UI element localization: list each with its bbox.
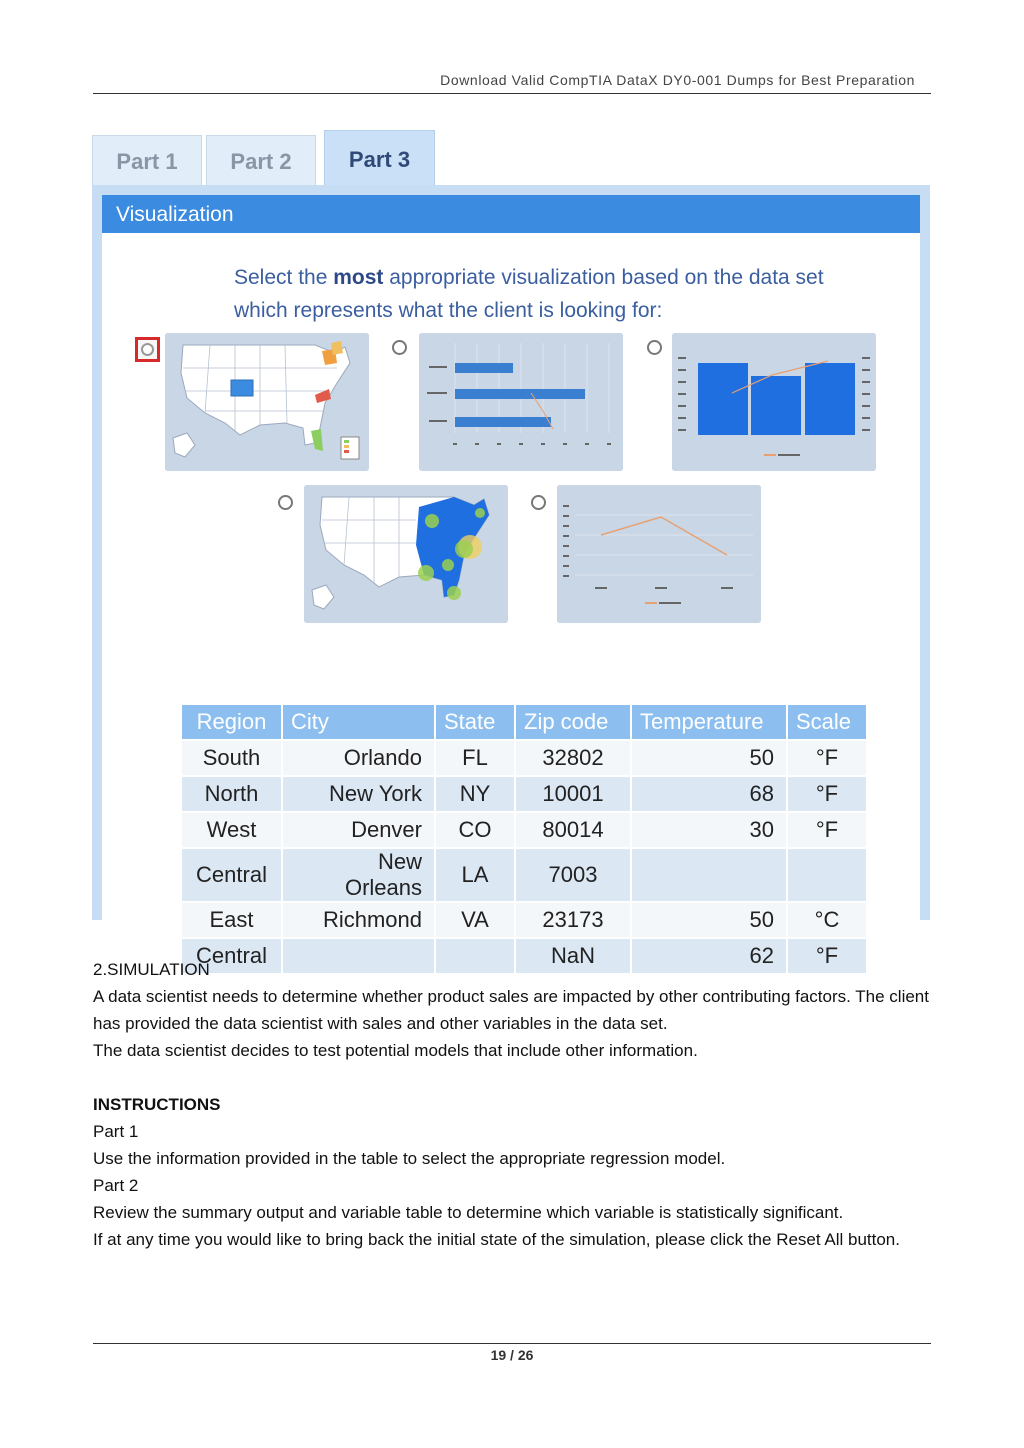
scenario-paragraph: A data scientist needs to determine whether product sales are impacted by other contributing factors. The client has provided the data scientist with sales and other variables in the data set. (93, 987, 929, 1033)
body-text (93, 956, 938, 1253)
radio-line-chart[interactable] (531, 495, 546, 510)
cell-city: New York (283, 777, 434, 811)
cell-scale: °F (788, 777, 866, 811)
radio-horizontal-bar-chart[interactable] (392, 340, 407, 355)
cell-city: Denver (283, 813, 434, 847)
column-header: Region (182, 705, 281, 739)
cell-zip: 23173 (516, 903, 630, 937)
cell-scale: °F (788, 813, 866, 847)
cell-zip: 10001 (516, 777, 630, 811)
running-head: Download Valid CompTIA DataX DY0-001 Dumps for Best Preparation (440, 72, 915, 88)
column-header: State (436, 705, 514, 739)
cell-region: North (182, 777, 281, 811)
cell-temperature (632, 849, 786, 901)
table-row (182, 903, 866, 937)
cell-region: West (182, 813, 281, 847)
cell-temperature: 68 (632, 777, 786, 811)
question-text-start: Select the (234, 266, 334, 289)
cell-temperature: 50 (632, 741, 786, 775)
total-pages: 26 (517, 1347, 534, 1363)
table-row (182, 849, 866, 901)
column-header: Scale (788, 705, 866, 739)
cell-state: VA (436, 903, 514, 937)
column-header: City (283, 705, 434, 739)
cell-zip: 7003 (516, 849, 630, 901)
radio-choropleth-map[interactable] (135, 337, 160, 362)
table-row (182, 777, 866, 811)
cell-region: Central (182, 849, 281, 901)
cell-zip: 80014 (516, 813, 630, 847)
cell-state: CO (436, 813, 514, 847)
cell-city: New Orleans (283, 849, 434, 901)
tab-part-1[interactable]: Part 1 (92, 135, 202, 187)
cell-temperature: 62 (632, 939, 786, 973)
instructions-title: INSTRUCTIONS (93, 1095, 221, 1114)
simulation-panel (92, 130, 930, 968)
question-text-end: appropriate visualization based on the data set which represents what the client is looking for: (234, 266, 824, 322)
cell-temperature: 30 (632, 813, 786, 847)
cell-state: LA (436, 849, 514, 901)
question-emphasis: most (333, 266, 384, 289)
column-header: Zip code (516, 705, 630, 739)
us-bubble-map-thumbnail[interactable] (304, 485, 508, 623)
table-header-row (182, 705, 866, 739)
question-heading: 2.SIMULATION (93, 960, 210, 979)
cell-state: NY (436, 777, 514, 811)
visualization-content (102, 195, 920, 968)
table-row (182, 741, 866, 775)
part-1-text: Use the information provided in the table to select the appropriate regression model. (93, 1149, 726, 1168)
part-2-text: Review the summary output and variable table to determine which variable is statistically significant. (93, 1203, 844, 1222)
cell-region: Central (182, 939, 281, 973)
cell-temperature: 50 (632, 903, 786, 937)
column-header: Temperature (632, 705, 786, 739)
data-table (180, 703, 868, 975)
horizontal-bar-chart-thumbnail[interactable] (419, 333, 623, 471)
part-1-label: Part 1 (93, 1122, 139, 1141)
cell-zip: 32802 (516, 741, 630, 775)
visualization-panel (92, 185, 930, 968)
table-row (182, 813, 866, 847)
reset-text: If at any time you would like to bring back the initial state of the simulation, please click the Reset All button. (93, 1230, 900, 1249)
page-separator: / (510, 1347, 514, 1363)
cell-city: Richmond (283, 903, 434, 937)
radio-bar-line-combo-chart[interactable] (647, 340, 662, 355)
part-2-label: Part 2 (93, 1176, 139, 1195)
page-number (93, 1347, 931, 1363)
cell-region: East (182, 903, 281, 937)
bar-line-combo-chart-thumbnail[interactable] (672, 333, 876, 471)
header-divider (93, 93, 931, 94)
current-page: 19 (490, 1347, 507, 1363)
scenario-paragraph-2: The data scientist decides to test potential models that include other information. (93, 1041, 698, 1060)
line-chart-thumbnail[interactable] (557, 485, 761, 623)
cell-scale: °C (788, 903, 866, 937)
spacer (93, 1064, 938, 1091)
cell-zip: NaN (516, 939, 630, 973)
footer-divider (93, 1343, 931, 1344)
us-choropleth-map-thumbnail[interactable] (165, 333, 369, 471)
cell-scale (788, 849, 866, 901)
tab-part-3[interactable]: Part 3 (324, 130, 435, 188)
cell-city: Orlando (283, 741, 434, 775)
question-text (234, 261, 834, 327)
cell-state: FL (436, 741, 514, 775)
cell-region: South (182, 741, 281, 775)
cell-scale: °F (788, 741, 866, 775)
tab-part-2[interactable]: Part 2 (206, 135, 316, 187)
radio-us-bubble-map[interactable] (278, 495, 293, 510)
section-title: Visualization (102, 195, 920, 233)
cell-scale: °F (788, 939, 866, 973)
